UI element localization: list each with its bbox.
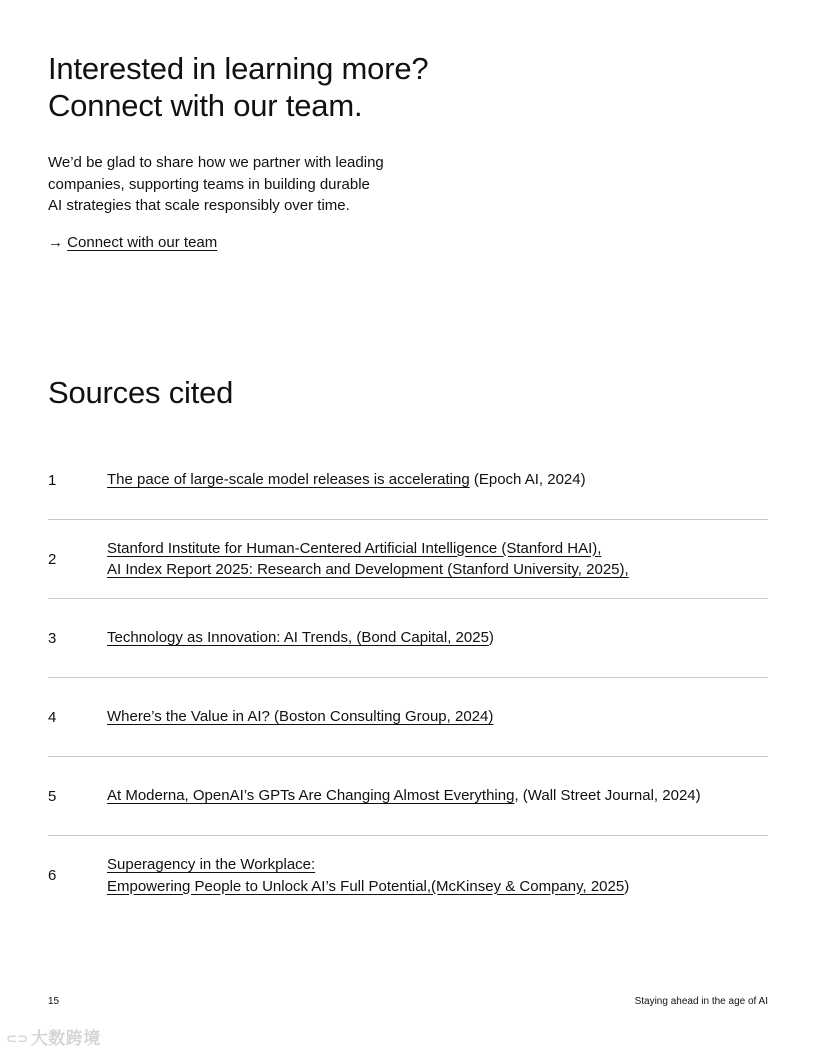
source-item-5 [48, 757, 768, 836]
sources-title: Sources cited [48, 375, 234, 410]
cta-headline-line-2: Connect with our team. [48, 88, 363, 123]
source-number: 2 [48, 550, 57, 568]
source-link-line-2[interactable]: Empowering People to Unlock AI’s Full Potential,(McKinsey & Company, 2025 [107, 877, 625, 895]
cta-headline [48, 50, 568, 124]
source-item-4 [48, 678, 768, 757]
source-suffix: (Epoch AI, 2024) [469, 471, 586, 489]
source-link-line-2[interactable]: AI Index Report 2025: Research and Development (Stanford University, 2025), [107, 561, 629, 578]
cta-body [48, 152, 448, 217]
sources-list [48, 441, 768, 915]
footer-document-title: Staying ahead in the age of AI [634, 996, 768, 1007]
connect-with-team-link[interactable]: Connect with our team [67, 234, 218, 251]
source-suffix: , (Wall Street Journal, 2024) [514, 787, 701, 805]
source-link-line-1[interactable]: Stanford Institute for Human-Centered Artificial Intelligence (Stanford HAI), [107, 539, 602, 557]
source-number: 4 [48, 708, 57, 726]
source-number: 5 [48, 787, 57, 805]
source-citation [107, 627, 494, 649]
cta-body-line-3: AI strategies that scale responsibly over time. [48, 197, 350, 214]
cta-headline-line-1: Interested in learning more? [48, 51, 429, 86]
source-link-line-1[interactable]: Superagency in the Workplace: [107, 856, 316, 873]
source-item-3 [48, 599, 768, 678]
arrow-right-icon: → [48, 234, 63, 251]
cta-body-line-1: We’d be glad to share how we partner with leading [48, 154, 384, 171]
watermark-text: 大数跨境 [30, 1029, 101, 1048]
source-item-6 [48, 836, 768, 915]
source-suffix: ) [488, 629, 494, 647]
source-number: 6 [48, 867, 57, 884]
source-number: 3 [48, 629, 57, 647]
watermark-logo-icon: ⊂⊃ [6, 1031, 29, 1046]
source-item-1 [48, 441, 768, 520]
source-link[interactable]: The pace of large-scale model releases is accelerating [107, 471, 470, 489]
cta-body-line-2: companies, supporting teams in building durable [48, 175, 370, 193]
source-citation [107, 538, 629, 581]
connect-link-row [48, 232, 217, 253]
source-link[interactable]: At Moderna, OpenAI’s GPTs Are Changing Almost Everything [107, 787, 515, 805]
watermark [6, 1028, 101, 1050]
source-line-2 [107, 876, 629, 898]
source-number: 1 [48, 471, 57, 489]
source-suffix: ) [624, 877, 630, 895]
source-link[interactable]: Technology as Innovation: AI Trends, (Bond Capital, 2025 [107, 629, 489, 647]
source-link[interactable]: Where’s the Value in AI? (Boston Consulting Group, 2024) [107, 708, 494, 726]
source-citation [107, 854, 629, 897]
source-citation [107, 785, 701, 807]
source-citation [107, 469, 586, 491]
source-item-2 [48, 520, 768, 599]
page-number: 15 [48, 996, 60, 1007]
source-citation [107, 706, 493, 728]
